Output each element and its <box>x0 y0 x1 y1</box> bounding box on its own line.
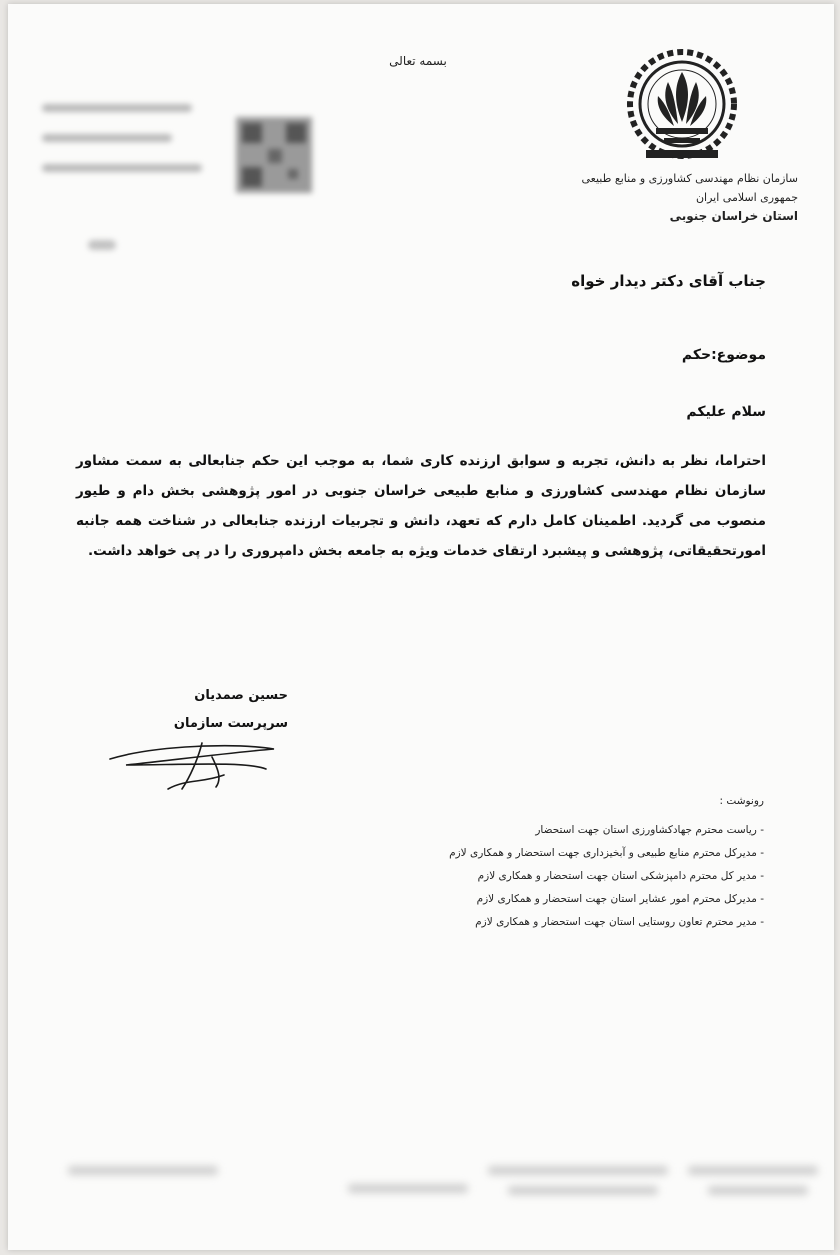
cc-list <box>324 819 764 934</box>
province-name: استان خراسان جنوبی <box>669 209 798 223</box>
redacted-footer <box>8 1154 834 1214</box>
recipient-line: جناب آقای دکتر دیدار خواه <box>571 272 766 290</box>
list-item: - مدیرکل محترم منابع طبیعی و آبخیزداری جهت استحضار و همکاری لازم <box>449 847 764 859</box>
redacted-letter-metadata <box>42 104 212 204</box>
list-item: - مدیرکل محترم امور عشایر استان جهت استحضار و همکاری لازم <box>476 893 764 905</box>
qr-code <box>236 117 312 193</box>
list-item: - مدیر محترم تعاون روستایی استان جهت استحضار و همکاری لازم <box>475 916 764 928</box>
letter-page <box>8 4 834 1250</box>
wheat-emblem-icon <box>616 46 748 170</box>
greeting-line: سلام علیکم <box>686 404 766 420</box>
redacted-attachment-note <box>88 240 116 250</box>
letter-body: احتراما، نظر به دانش، تجربه و سوابق ارزنده کاری شما، به موجب این حکم جنابعالی به سمت مشاور سازمان نظام مهندسی کشاورزی و منابع طبیعی خراسان جنوبی در امور پژوهشی بخش دام و طیور منصوب می گردید. اطمینان کامل دارم که تعهد، دانش و تجربیات ارزنده جنابعالی در شناخت همه جانبه امورتحقیقاتی، پژوهشی و پیشبرد ارتقای خدمات ویژه به جامعه بخش دامپروری را در پی خواهد داشت. <box>76 453 766 559</box>
cc-label: رونوشت : <box>719 795 764 807</box>
subject-line: موضوع:حکم <box>681 347 766 363</box>
organization-block <box>528 169 798 226</box>
basmala: بسمه تعالی <box>389 54 447 68</box>
org-name: سازمان نظام مهندسی کشاورزی و منابع طبیعی <box>581 172 798 185</box>
signer-block <box>138 682 288 738</box>
signer-title: سرپرست سازمان <box>173 716 288 731</box>
list-item: - ریاست محترم جهادکشاورزی استان جهت استحضار <box>535 824 764 836</box>
country-name: جمهوری اسلامی ایران <box>695 191 798 204</box>
signer-name: حسین صمدیان <box>194 688 288 703</box>
list-item: - مدیر کل محترم دامپزشکی استان جهت استحضار و همکاری لازم <box>477 870 764 882</box>
handwritten-signature <box>106 739 282 795</box>
